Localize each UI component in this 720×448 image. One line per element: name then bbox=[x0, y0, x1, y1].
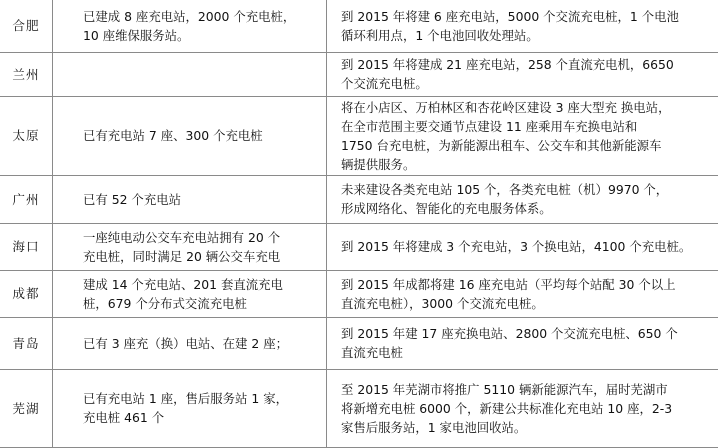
current-status-cell bbox=[53, 52, 327, 96]
current-status-cell: 已有 3 座充（换）电站、在建 2 座； bbox=[53, 317, 327, 369]
city-cell: 芜湖 bbox=[0, 369, 53, 447]
table-row-hefei bbox=[0, 0, 718, 52]
city-cell: 广州 bbox=[0, 175, 53, 223]
table-row-chengdu bbox=[0, 270, 718, 317]
plan-cell: 到 2015 年将建 6 座充电站，5000 个交流充电桩，1 个电池 循环利用点，1 个电池回收处理站。 bbox=[327, 0, 719, 52]
city-cell: 海口 bbox=[0, 223, 53, 270]
current-status-cell: 已有充电站 1 座，售后服务站 1 家， 充电桩 461 个 bbox=[53, 369, 327, 447]
current-status-cell: 已建成 8 座充电站，2000 个充电桩， 10 座维保服务站。 bbox=[53, 0, 327, 52]
table-row-haikou bbox=[0, 223, 718, 270]
city-cell: 合肥 bbox=[0, 0, 53, 52]
current-status-cell: 一座纯电动公交车充电站拥有 20 个 充电桩，同时满足 20 辆公交车充电 bbox=[53, 223, 327, 270]
city-cell: 太原 bbox=[0, 96, 53, 175]
current-status-cell: 已有 52 个充电站 bbox=[53, 175, 327, 223]
current-status-cell: 已有充电站 7 座、300 个充电桩 bbox=[53, 96, 327, 175]
city-cell: 青岛 bbox=[0, 317, 53, 369]
plan-cell: 未来建设各类充电站 105 个，各类充电桩（机）9970 个， 形成网络化、智能化的充电服务体系。 bbox=[327, 175, 719, 223]
table-row-lanzhou bbox=[0, 52, 718, 96]
plan-cell: 至 2015 年芜湖市将推广 5110 辆新能源汽车，届时芜湖市 将新增充电桩 6000 个，新建公共标准化充电站 10 座，2-3 家售后服务站，1 家电池回收站。 bbox=[327, 369, 719, 447]
plan-cell: 到 2015 年将建成 21 座充电站，258 个直流充电机，6650 个交流充电桩。 bbox=[327, 52, 719, 96]
table-row-guangzhou bbox=[0, 175, 718, 223]
plan-cell: 到 2015 年建 17 座充换电站、2800 个交流充电桩、650 个 直流充电桩 bbox=[327, 317, 719, 369]
current-status-cell: 建成 14 个充电站、201 套直流充电 桩，679 个分布式交流充电桩 bbox=[53, 270, 327, 317]
plan-cell: 将在小店区、万柏林区和杏花岭区建设 3 座大型充 换电站， 在全市范围主要交通节点建设 11 座乘用车充换电站和 1750 台充电桩，为新能源出租车、公交车和其他新能源车 辆提供服务。 bbox=[327, 96, 719, 175]
city-cell: 兰州 bbox=[0, 52, 53, 96]
plan-cell: 到 2015 年将建成 3 个充电站，3 个换电站，4100 个充电桩。 bbox=[327, 223, 719, 270]
table-row-wuhu bbox=[0, 369, 718, 447]
plan-cell: 到 2015 年成都将建 16 座充电站（平均每个站配 30 个以上 直流充电桩），3000 个交流充电桩。 bbox=[327, 270, 719, 317]
table-row-qingdao bbox=[0, 317, 718, 369]
city-cell: 成都 bbox=[0, 270, 53, 317]
table-row-taiyuan bbox=[0, 96, 718, 175]
